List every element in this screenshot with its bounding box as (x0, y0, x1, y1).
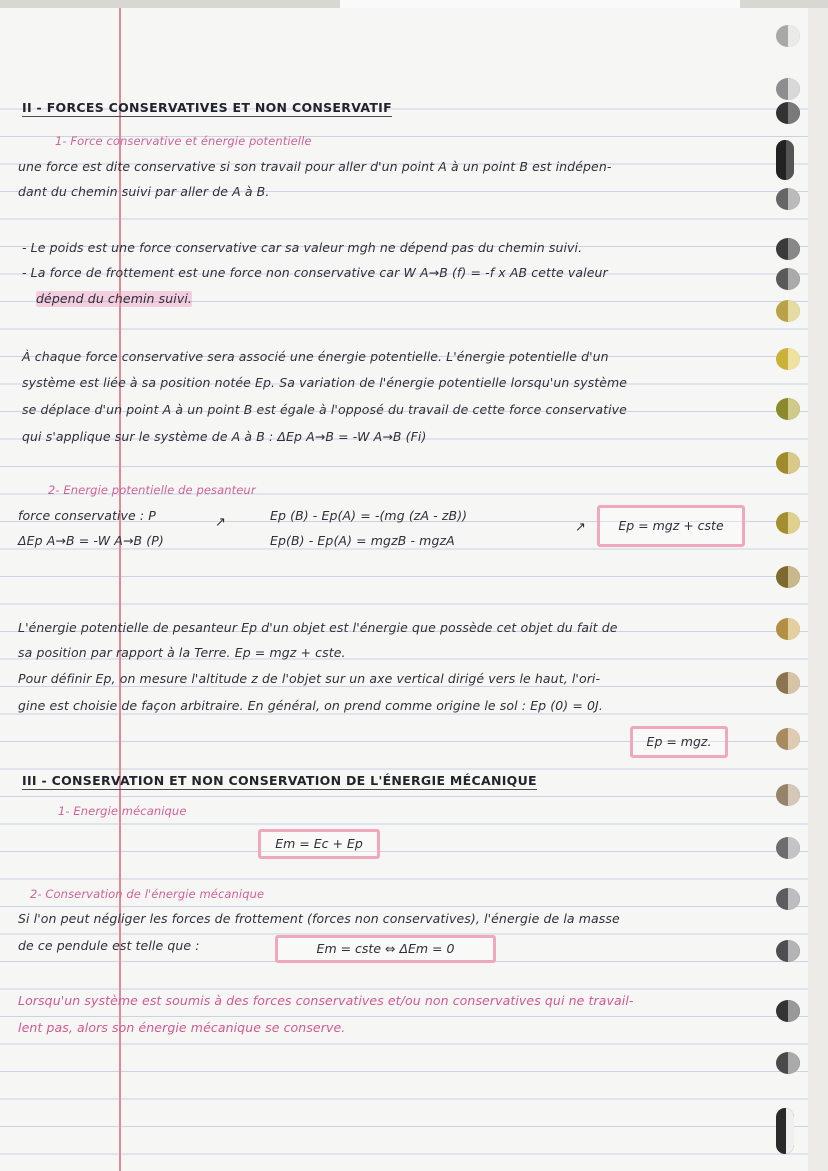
binder-hole (776, 618, 800, 640)
binder-hole (776, 140, 794, 180)
binder-hole (776, 837, 800, 859)
binder-hole (776, 566, 800, 588)
binder-hole (776, 1000, 800, 1022)
friction-line-2: dépend du chemin suivi. (36, 291, 192, 306)
subsection-3-2-title: 2- Conservation de l'énergie mécanique (30, 887, 265, 901)
binder-hole (776, 348, 800, 370)
definition-line-2: dant du chemin suivi par aller de A à B. (18, 184, 270, 199)
em-formula-box: Em = Ec + Ep (258, 829, 380, 859)
arrow-1: ↗ (215, 515, 226, 530)
binder-hole (776, 940, 800, 962)
friction-line-1: - La force de frottement est une force non conservative car W A→B (f) = -f x AB cette valeur (22, 265, 608, 280)
subsection-2-1-title: 1- Force conservative et énergie potentielle (55, 134, 312, 148)
conclusion-line-2: lent pas, alors son énergie mécanique se conserve. (18, 1020, 346, 1035)
conclusion-line-1: Lorsqu'un système est soumis à des forces conservatives et/ou non conservatives qui ne travail- (18, 993, 634, 1008)
binder-hole (776, 25, 800, 47)
binder-hole (776, 300, 800, 322)
binder-hole (776, 238, 800, 260)
binder-hole (776, 784, 800, 806)
equation-line-2: Ep(B) - Ep(A) = mgzB - mgzA (270, 533, 455, 548)
delta-ep-formula: ΔEp A→B = -W A→B (P) (18, 533, 164, 548)
binder-hole (776, 188, 800, 210)
section-3-title: III - CONSERVATION ET NON CONSERVATION DE L'ÉNERGIE MÉCANIQUE (22, 773, 537, 788)
binder-hole (776, 102, 800, 124)
association-line-3: se déplace d'un point A à un point B est égale à l'opposé du travail de cette force conservative (22, 402, 627, 417)
binder-hole (776, 398, 800, 420)
ep-mgz-box: Ep = mgz. (630, 726, 728, 758)
binder-hole (776, 728, 800, 750)
gravity-definition-line-2: sa position par rapport à la Terre. Ep = mgz + cste. (18, 645, 346, 660)
gravity-definition-line-4: gine est choisie de façon arbitraire. En général, on prend comme origine le sol : Ep (0) = 0J. (18, 698, 603, 713)
binder-hole (776, 512, 800, 534)
binder-hole (776, 78, 800, 100)
section-2-title: II - FORCES CONSERVATIVES ET NON CONSERVATIF (22, 100, 392, 115)
conservation-line-2: de ce pendule est telle que : (18, 938, 200, 953)
gravity-definition-line-1: L'énergie potentielle de pesanteur Ep d'un objet est l'énergie que possède cet objet du fait de (18, 620, 618, 635)
binder-hole (776, 1108, 794, 1154)
association-line-1: À chaque force conservative sera associé une énergie potentielle. L'énergie potentielle d'un (22, 349, 609, 364)
association-line-2: système est liée à sa position notée Ep. Sa variation de l'énergie potentielle lorsqu'un système (22, 375, 628, 390)
subsection-2-2-title: 2- Energie potentielle de pesanteur (48, 483, 256, 497)
binder-hole (776, 888, 800, 910)
binder-hole (776, 268, 800, 290)
arrow-2: ↗ (575, 520, 586, 535)
association-line-4: qui s'applique sur le système de A à B : ΔEp A→B = -W A→B (Fi) (22, 429, 427, 444)
conservation-line-1: Si l'on peut négliger les forces de frottement (forces non conservatives), l'énergie de la masse (18, 911, 620, 926)
gravity-definition-line-3: Pour définir Ep, on mesure l'altitude z de l'objet sur un axe vertical dirigé vers le haut, l'ori- (18, 671, 601, 686)
definition-line-1: une force est dite conservative si son travail pour aller d'un point A à un point B est indépen- (18, 159, 612, 174)
subsection-3-1-title: 1- Energie mécanique (58, 804, 187, 818)
ep-formula-box: Ep = mgz + cste (597, 505, 745, 547)
notebook-page (0, 8, 808, 1171)
binder-hole (776, 1052, 800, 1074)
equation-line-1: Ep (B) - Ep(A) = -(mg (zA - zB)) (270, 508, 468, 523)
weight-line: - Le poids est une force conservative car sa valeur mgh ne dépend pas du chemin suivi. (22, 240, 583, 255)
em-conservation-box: Em = cste ⇔ ΔEm = 0 (275, 935, 496, 963)
conservative-force-label: force conservative : P (18, 508, 156, 523)
binder-hole (776, 672, 800, 694)
binder-hole (776, 452, 800, 474)
